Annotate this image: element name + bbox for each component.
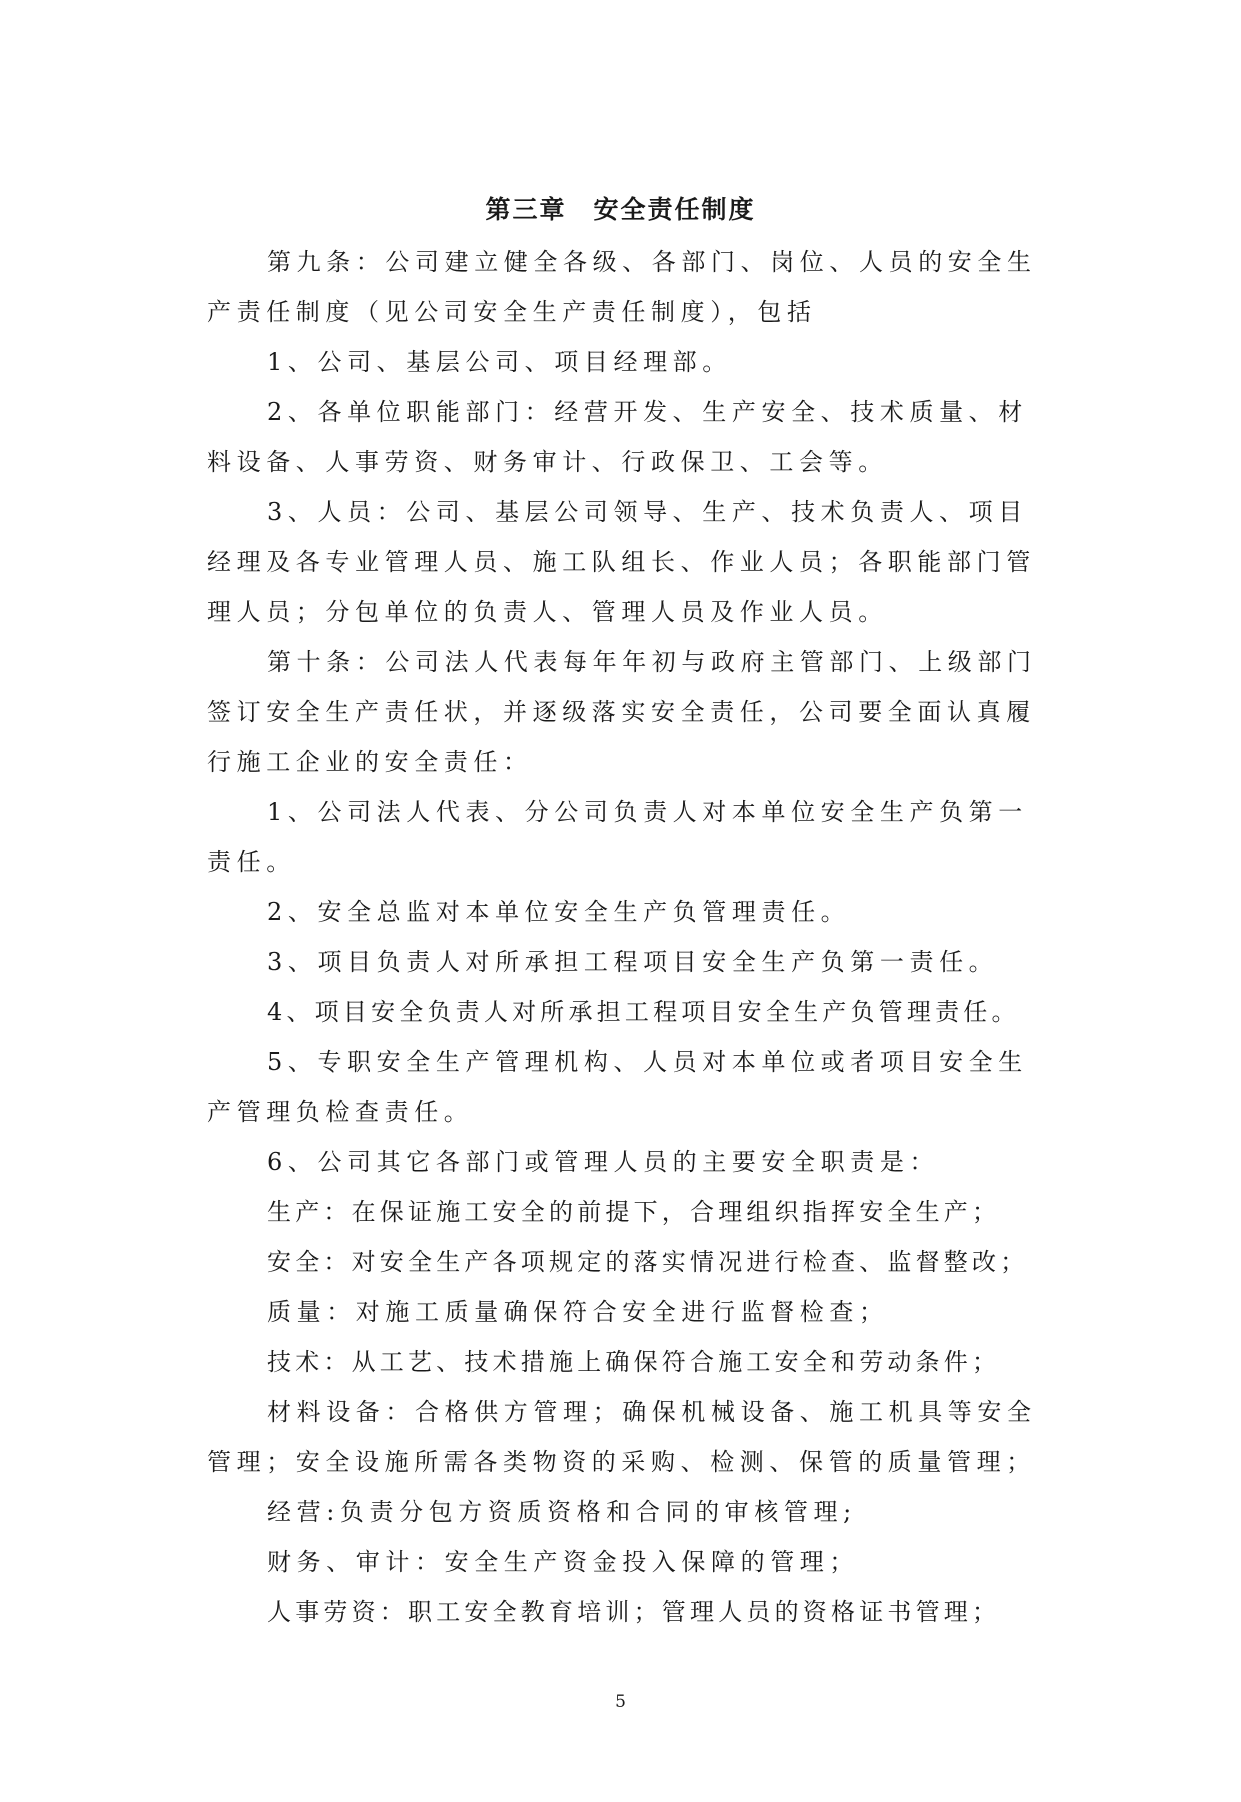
paragraph-duty: 安全：对安全生产各项规定的落实情况进行检查、监督整改； <box>267 1248 1029 1276</box>
paragraph-item: 1、公司、基层公司、项目经理部。 <box>267 348 732 376</box>
paragraph-duty: 生产：在保证施工安全的前提下，合理组织指挥安全生产； <box>267 1198 1001 1226</box>
paragraph-duty: 材料设备：合格供方管理；确保机械设备、施工机具等安全管理；安全设施所需各类物资的采购、检测、保管的质量管理； <box>207 1398 1037 1476</box>
paragraph-duty: 技术：从工艺、技术措施上确保符合施工安全和劳动条件； <box>267 1348 1001 1376</box>
paragraph-duty: 经营:负责分包方资质资格和合同的审核管理; <box>267 1498 857 1526</box>
chapter-title: 第三章 安全责任制度 <box>485 195 756 224</box>
paragraph-article-10: 第十条：公司法人代表每年年初与政府主管部门、上级部门签订安全生产责任状，并逐级落实安全责任，公司要全面认真履行施工企业的安全责任： <box>207 648 1037 776</box>
paragraph-item: 2、各单位职能部门：经营开发、生产安全、技术质量、材料设备、人事劳资、财务审计、行政保卫、工会等。 <box>207 398 1028 476</box>
paragraph-duty: 人事劳资：职工安全教育培训；管理人员的资格证书管理； <box>267 1598 1001 1626</box>
paragraph-item: 6、公司其它各部门或管理人员的主要安全职责是： <box>267 1148 940 1176</box>
document-body <box>207 237 1037 1637</box>
paragraph-item: 1、公司法人代表、分公司负责人对本单位安全生产负第一责任。 <box>207 798 1028 876</box>
page-number: 5 <box>615 1692 626 1712</box>
paragraph-article-9: 第九条：公司建立健全各级、各部门、岗位、人员的安全生产责任制度（见公司安全生产责任制度），包括 <box>207 248 1037 326</box>
paragraph-item: 4、项目安全负责人对所承担工程项目安全生产负管理责任。 <box>267 998 1020 1026</box>
paragraph-duty: 质量：对施工质量确保符合安全进行监督检查； <box>267 1298 889 1326</box>
paragraph-item: 3、人员：公司、基层公司领导、生产、技术负责人、项目经理及各专业管理人员、施工队组长、作业人员；各职能部门管理人员；分包单位的负责人、管理人员及作业人员。 <box>207 498 1036 626</box>
paragraph-item: 3、项目负责人对所承担工程项目安全生产负第一责任。 <box>267 948 999 976</box>
paragraph-item: 5、专职安全生产管理机构、人员对本单位或者项目安全生产管理负检查责任。 <box>207 1048 1028 1126</box>
paragraph-duty: 财务、审计：安全生产资金投入保障的管理； <box>267 1548 859 1576</box>
paragraph-item: 2、安全总监对本单位安全生产负管理责任。 <box>267 898 851 926</box>
